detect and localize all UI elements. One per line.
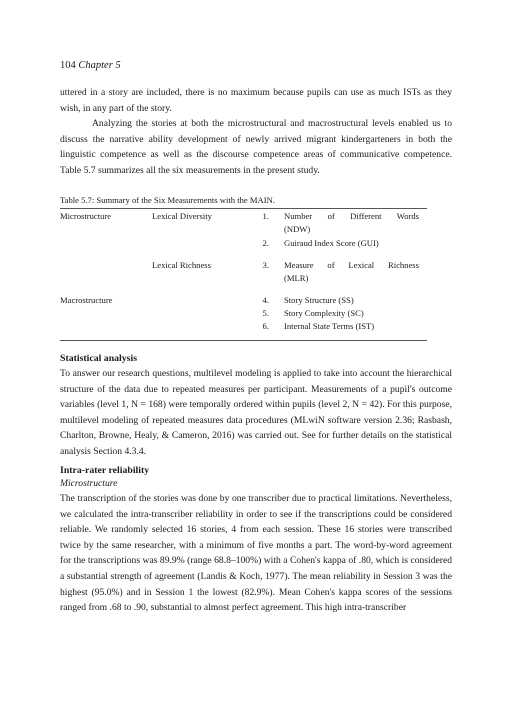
table-cell-number: 2. — [262, 238, 269, 248]
table-top-rule — [60, 208, 427, 209]
chapter-title: Chapter 5 — [78, 60, 121, 71]
running-header — [60, 60, 121, 71]
section-heading-statistical: Statistical analysis — [60, 353, 138, 364]
table-cell-measure: Internal State Terms (IST) — [284, 321, 375, 331]
table-cell-measure: Story Complexity (SC) — [284, 308, 364, 318]
subheading-microstructure: Microstructure — [60, 478, 118, 489]
table-cell-measure: Measure of Lexical Richness — [284, 260, 419, 270]
table-cell-number: 1. — [262, 211, 269, 221]
table-cell-aspect: Lexical Richness — [152, 260, 211, 270]
table-cell-number: 3. — [262, 260, 269, 270]
table-cell-level: Macrostructure — [60, 295, 113, 305]
table-cell-number: 4. — [262, 295, 269, 305]
table-cell-measure: Number of Different Words — [284, 211, 419, 221]
table-caption: Table 5.7: Summary of the Six Measurements with the MAIN. — [60, 195, 275, 205]
section-heading-reliability: Intra-rater reliability — [60, 465, 150, 476]
table-cell-number: 6. — [262, 321, 269, 331]
statistical-paragraph: To answer our research questions, multilevel modeling is applied to take into account the hierarchical structure of the data due to repeated measures per participant. Measurements of a pupil's outcome variables (level 1, N = 168) were temporally ordered within pupils (level 2, N = 42). For this purpose, multilevel modeling of repeated measures data procedures (MLwiN software version 2.36; Rasbash, Charlton, Browne, Healy, & Cameron, 2016) was carried out. See for further details on the statistical analysis Section 4.3.4. — [60, 368, 452, 457]
reliability-paragraph: The transcription of the stories was done by one transcriber due to practical limitations. Nevertheless, we calculated the intra-transcriber reliability in order to see if the transcriptions could be considered reliable. We randomly selected 16 stories, 4 from each session. These 16 stories were transcribed twice by the same researcher, with a minimum of five months a part. The word-by-word agreement for the transcriptions was 89.9% (range 68.8–100%) with a Cohen's kappa of .80, which is considered a substantial strength of agreement (Landis & Koch, 1977). The mean reliability in Session 3 was the highest (95.0%) and in Session 1 the lowest (82.9%). Mean Cohen's kappa scores of the sessions ranged from .68 to .90, substantial to almost perfect agreement. This high intra-transcriber — [60, 493, 452, 614]
table-cell-measure: Guiraud Index Score (GUI) — [284, 238, 379, 248]
table-cell-aspect: Lexical Diversity — [152, 211, 212, 221]
table-cell-number: 5. — [262, 308, 269, 318]
table-cell-measure-cont: (NDW) — [284, 224, 311, 234]
table-bottom-rule — [60, 340, 427, 341]
table-cell-measure: Story Structure (SS) — [284, 295, 354, 305]
table-cell-measure-cont: (MLR) — [284, 273, 309, 283]
table-cell-level: Microstructure — [60, 211, 112, 221]
intro-paragraph-2: Analyzing the stories at both the microstructural and macrostructural levels enabled us to discuss the narrative ability development of newly arrived migrant kindergarteners in both the linguistic competence as well as the discourse competence areas of communicative competence. Table 5.7 summarizes all the six measurements in the present study. — [60, 118, 452, 176]
page-number: 104 — [60, 60, 76, 71]
intro-paragraph-1: uttered in a story are included, there is no maximum because pupils can use as much ISTs as they wish, in any part of the story. — [60, 87, 452, 114]
